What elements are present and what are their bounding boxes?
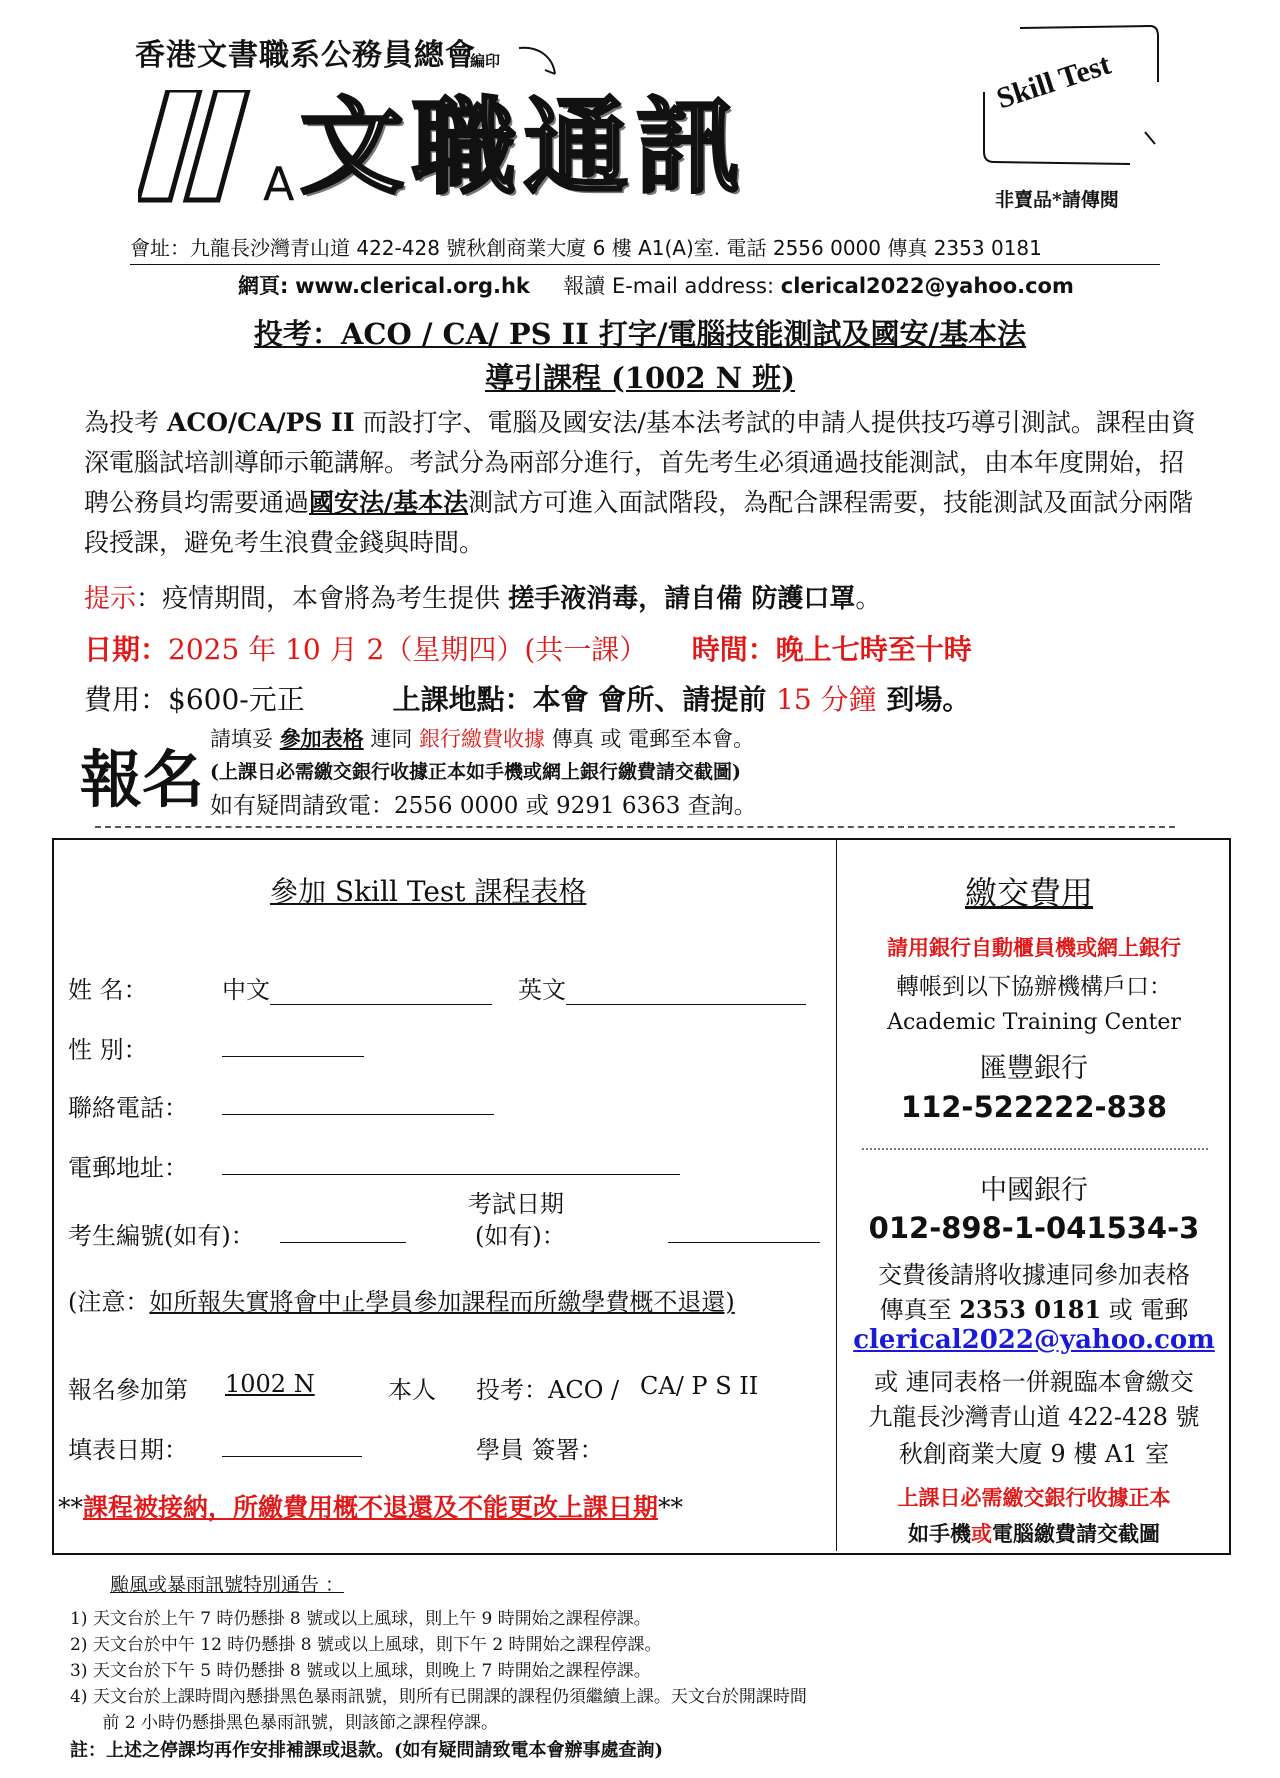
payment-line1: 請用銀行自動櫃員機或網上銀行 xyxy=(887,935,1181,960)
form-warning: **課程被接納，所繳費用概不退還及不能更改上課日期** xyxy=(58,1493,684,1522)
registration-line1: 請填妥 參加表格 連同 銀行繳費收據 傳真 或 電郵至本會。 xyxy=(210,726,755,751)
payment-title: 繳交費用 xyxy=(965,874,1094,912)
phone-label: 聯絡電話： xyxy=(68,1094,188,1122)
intro-highlight: 國安法/基本法 xyxy=(309,488,469,517)
address-line: 會址：九龍長沙灣青山道 422-428 號秋創商業大廈 6 樓 A1(A)室. 電話 2556 0000 傳真 2353 0181 xyxy=(130,232,1160,265)
gender-field[interactable] xyxy=(222,1032,364,1057)
candidate-number-label: 考生編號(如有)： xyxy=(68,1222,255,1250)
account-name: Academic Training Center xyxy=(887,1010,1181,1035)
course-title-line1: 投考：ACO / CA/ PS II 打字/電腦技能測試及國安/基本法 xyxy=(253,317,1027,351)
bank-hsbc: 匯豐銀行 xyxy=(980,1053,1088,1084)
class-code: 1002 N xyxy=(225,1370,315,1398)
bank-boc: 中國銀行 xyxy=(980,1175,1088,1206)
fee-value: $600-元正 xyxy=(168,683,305,716)
logo-letter: A xyxy=(263,157,295,205)
chinese-label: 中文 xyxy=(222,976,270,1004)
notice-item: 4) 天文台於上課時間內懸掛黑色暴雨訊號，則所有已開課的課程仍須繼續上課。天文台於開課時間 xyxy=(70,1687,807,1707)
email-link[interactable]: clerical2022@yahoo.com xyxy=(780,274,1074,298)
date-line: 日期：2025 年 10 月 2（星期四）(共一課） 時間：晚上七時至十時 xyxy=(84,633,972,666)
payment-dotted-separator xyxy=(862,1148,1208,1150)
apply-label: 投考：ACO / xyxy=(476,1376,620,1404)
masthead-title: 文職通訊 xyxy=(300,85,749,208)
notice-item: 1) 天文台於上午 7 時仍懸掛 8 號或以上風球，則上午 9 時開始之課程停課。 xyxy=(70,1609,651,1629)
form-title: 參加 Skill Test 課程表格 xyxy=(270,875,587,908)
course-title xyxy=(0,312,1280,353)
notice-item: 3) 天文台於下午 5 時仍懸掛 8 號或以上風球，則晚上 7 時開始之課程停課。 xyxy=(70,1661,651,1681)
registration-line3: 如有疑問請致電：2556 0000 或 9291 6363 查詢。 xyxy=(210,793,757,819)
time-value: 晚上七時至十時 xyxy=(775,633,972,666)
email-label: 電郵地址： xyxy=(68,1154,188,1182)
email-label: 報讀 E-mail address: xyxy=(563,274,775,298)
payment-line2: 轉帳到以下協辦機構戶口： xyxy=(896,974,1172,1000)
registration-heading: 報名 xyxy=(80,743,205,816)
notice-item: 2) 天文台於中午 12 時仍懸掛 8 號或以上風球，則下午 2 時開始之課程停課。 xyxy=(70,1635,662,1655)
phone-field[interactable] xyxy=(222,1090,494,1115)
fill-date-field[interactable] xyxy=(222,1432,362,1457)
english-label: 英文 xyxy=(518,976,566,1004)
payment-after2: 傳真至 2353 0181 或 電郵 xyxy=(879,1295,1189,1324)
date-value: 2025 年 10 月 2（星期四）(共一課） xyxy=(168,633,648,666)
not-for-sale: 非賣品*請傳閱 xyxy=(995,189,1119,211)
account-boc: 012-898-1-041534-3 xyxy=(868,1211,1200,1245)
gender-label: 性 別： xyxy=(68,1036,148,1064)
self-label: 本人 xyxy=(388,1376,436,1404)
fill-date-label: 填表日期： xyxy=(68,1436,188,1464)
exam-date-label-2: (如有)： xyxy=(475,1222,566,1250)
tip-line: 提示：疫情期間，本會將為考生提供 搓手液消毒，請自備 防護口罩。 xyxy=(84,584,882,614)
print-label: 編印 xyxy=(470,52,501,70)
stamp-text: Skill Test xyxy=(992,47,1115,116)
web-line xyxy=(238,270,1074,300)
notice-footnote: 註：上述之停課均再作安排補課或退款。(如有疑問請致電本會辦事處查詢) xyxy=(70,1740,664,1761)
signature-label: 學員 簽署： xyxy=(476,1436,604,1464)
enroll-label: 報名參加第 xyxy=(68,1376,188,1404)
payment-address2: 秋創商業大廈 9 樓 A1 室 xyxy=(898,1440,1170,1468)
payment-email-link[interactable]: clerical2022@yahoo.com xyxy=(853,1325,1215,1355)
payment-address1: 九龍長沙灣青山道 422-428 號 xyxy=(868,1403,1200,1431)
arrival-minutes: 15 分鐘 xyxy=(776,683,877,716)
fax-number: 2353 0181 xyxy=(959,1295,1102,1324)
receipt-note: 上課日必需繳交銀行收據正本 xyxy=(897,1485,1171,1510)
logo xyxy=(138,90,298,205)
name-english-field[interactable] xyxy=(518,970,806,1005)
notice-item: 前 2 小時仍懸掛黑色暴雨訊號，則該節之課程停課。 xyxy=(70,1713,499,1733)
payment-after3: 或 連同表格一併親臨本會繳交 xyxy=(874,1368,1194,1396)
name-chinese-field[interactable] xyxy=(222,970,492,1005)
tip-label: 提示 xyxy=(84,584,137,614)
receipt-text: 銀行繳費收據 xyxy=(419,727,546,751)
web-label: 網頁: xyxy=(238,274,289,298)
org-name: 香港文書職系公務員總會 xyxy=(135,38,476,73)
form-link[interactable]: 參加表格 xyxy=(279,726,364,751)
apply-roles: CA/ P S II xyxy=(640,1372,759,1400)
name-label: 姓 名： xyxy=(68,976,148,1004)
exam-date-label: 考試日期 xyxy=(468,1190,564,1218)
web-url[interactable]: www.clerical.org.hk xyxy=(295,274,530,298)
payment-after1: 交費後請將收據連同參加表格 xyxy=(878,1261,1190,1289)
screenshot-note: 如手機或電腦繳費請交截圖 xyxy=(908,1521,1160,1546)
course-title-line2: 導引課程 (1002 N 班) xyxy=(485,361,795,395)
course-intro: 為投考 ACO/CA/PS II 而設打字、電腦及國安法/基本法考試的申請人提供技巧導引測試。課程由資深電腦試培訓導師示範講解。考試分為兩部分進行，首先考生必須通過技能測試，由本年度開始，招聘公務員均需要通過國安法/基本法測試方可進入面試階段，為配合課程需要，技能測試及面試分兩階段授課，避免考生浪費金錢與時間。 xyxy=(84,408,1196,557)
form-note: (注意：如所報失實將會中止學員參加課程而所繳學費概不退還) xyxy=(68,1288,735,1316)
notice-title: 颱風或暴雨訊號特別通告 ： xyxy=(110,1574,345,1596)
email-field[interactable] xyxy=(222,1150,680,1175)
candidate-number-field[interactable] xyxy=(280,1218,406,1243)
account-hsbc: 112-522222-838 xyxy=(900,1090,1168,1124)
form-divider xyxy=(836,840,837,1551)
registration-line2: (上課日必需繳交銀行收據正本如手機或網上銀行繳費請交截圖) xyxy=(210,761,741,783)
dashed-separator xyxy=(95,826,1175,828)
course-subtitle xyxy=(0,356,1280,397)
curved-arrow-icon xyxy=(515,40,560,80)
fee-line: 費用：$600-元正 上課地點：本會 會所、請提前 15 分鐘 到場。 xyxy=(84,683,971,716)
exam-date-field[interactable] xyxy=(668,1218,820,1243)
